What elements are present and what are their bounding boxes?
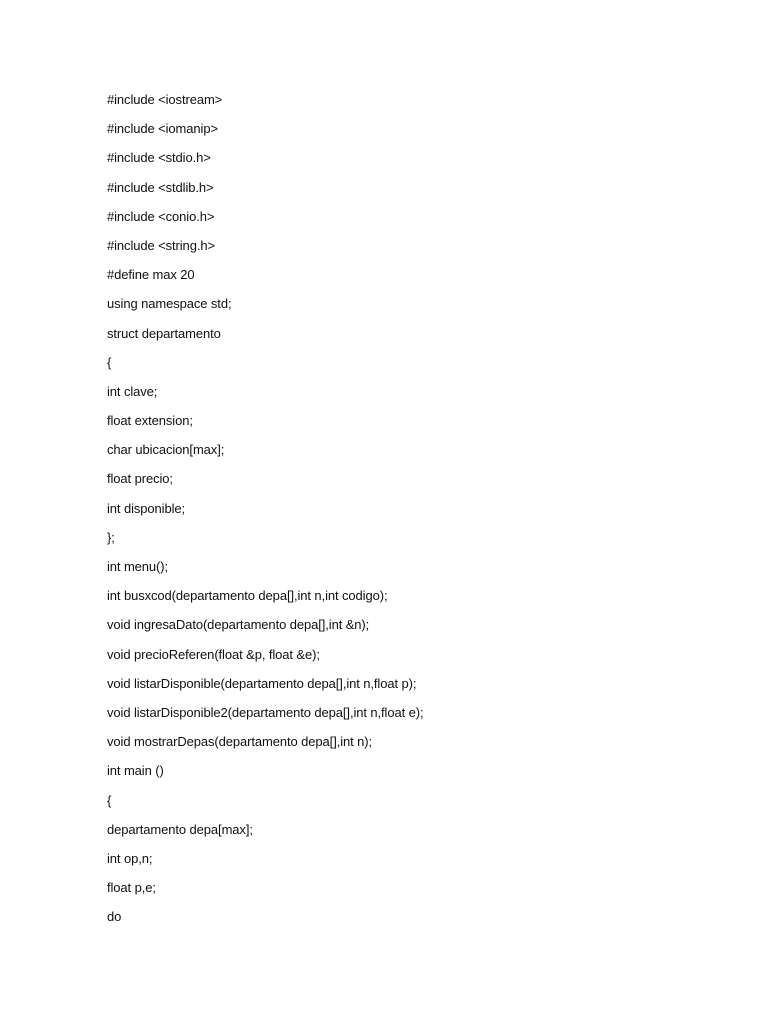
source-code: [107, 91, 424, 937]
code-line: int menu();: [107, 559, 169, 574]
code-line: #include <string.h>: [107, 237, 215, 253]
code-line: void listarDisponible(departamento depa[],int n,float p);: [107, 675, 417, 691]
code-line: int clave;: [107, 383, 158, 399]
code-line: #include <stdio.h>: [107, 150, 211, 166]
code-line: void listarDisponible2(departamento depa[],int n,float e);: [107, 704, 424, 720]
code-line: int busxcod(departamento depa[],int n,int codigo);: [107, 588, 388, 604]
code-line: #include <conio.h>: [107, 208, 215, 224]
code-line: do: [107, 909, 122, 925]
code-line: int op,n;: [107, 850, 153, 866]
code-line: char ubicacion[max];: [107, 442, 225, 458]
code-line: void ingresaDato(departamento depa[],int &n);: [107, 617, 370, 633]
code-line: void mostrarDepas(departamento depa[],int n);: [107, 734, 373, 750]
code-line: {: [107, 792, 112, 808]
code-line: void precioReferen(float &p, float &e);: [107, 646, 320, 662]
code-line: #define max 20: [107, 267, 195, 283]
code-line: int main (): [107, 763, 164, 779]
code-line: };: [107, 529, 115, 545]
code-line: float precio;: [107, 471, 173, 487]
code-line: struct departamento: [107, 325, 221, 341]
code-line: float extension;: [107, 413, 193, 429]
code-line: float p,e;: [107, 880, 156, 896]
code-line: departamento depa[max];: [107, 821, 253, 837]
code-line: int disponible;: [107, 500, 185, 516]
code-line: #include <stdlib.h>: [107, 179, 214, 195]
code-line: #include <iostream>: [107, 92, 223, 107]
code-line: using namespace std;: [107, 296, 232, 312]
code-line: #include <iomanip>: [107, 121, 218, 137]
code-line: {: [107, 354, 112, 370]
